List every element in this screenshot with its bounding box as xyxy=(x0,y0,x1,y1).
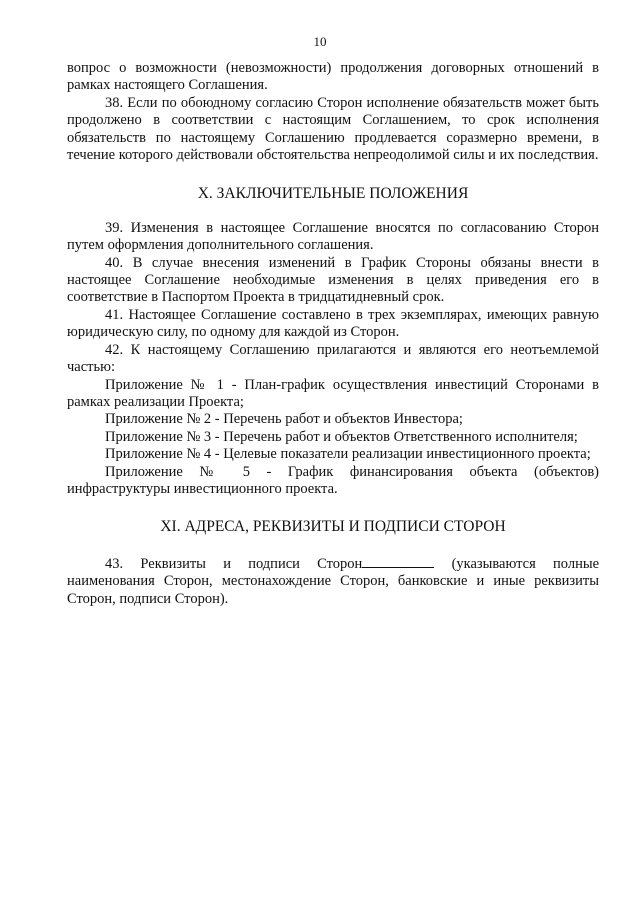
paragraph-41: 41. Настоящее Соглашение составлено в трех экземплярах, имеющих равную юридическую силу, по одному для каждой из Сторон. xyxy=(67,306,599,341)
paragraph-38: 38. Если по обоюдному согласию Сторон исполнение обязательств может быть продолжено в соответствии с настоящим Соглашением, то срок исполнения обязательств по настоящему Соглашению продлевается соразмерно времени, в течение которого действовали обстоятельства непреодолимой силы и их последствия. xyxy=(67,94,599,164)
paragraph-43-start: 43. Реквизиты и подписи Сторон xyxy=(105,555,363,572)
appendix-1-item: Приложение № 1 - План-график осуществления инвестиций Сторонами в рамках реализации Проекта; xyxy=(67,376,599,410)
section-11-heading: XI. АДРЕСА, РЕКВИЗИТЫ И ПОДПИСИ СТОРОН xyxy=(160,518,506,536)
section-10-heading: X. ЗАКЛЮЧИТЕЛЬНЫЕ ПОЛОЖЕНИЯ xyxy=(197,185,469,203)
paragraph-43 xyxy=(67,554,599,608)
paragraph-37-continuation: вопрос о возможности (невозможности) продолжения договорных отношений в рамках настоящего Соглашения. xyxy=(67,60,599,94)
appendix-3-item: Приложение № 3 - Перечень работ и объектов Ответственного исполнителя; xyxy=(105,428,578,445)
appendix-4-item: Приложение № 4 - Целевые показатели реализации инвестиционного проекта; xyxy=(105,446,591,463)
appendix-2-item: Приложение № 2 - Перечень работ и объектов Инвестора; xyxy=(105,411,463,428)
paragraph-39: 39. Изменения в настоящее Соглашение вносятся по согласованию Сторон путем оформления дополнительного соглашения. xyxy=(67,219,599,254)
paragraph-40: 40. В случае внесения изменений в График Стороны обязаны внести в настоящее Соглашение необходимые изменения в целях приведения его в соответствие в Паспортом Проекта в тридцатидневный срок. xyxy=(67,254,599,306)
document-body xyxy=(67,60,599,608)
paragraph-43-end: (указываются полные наименования Сторон, местонахождение Сторон, банковские и иные реквизиты Сторон, подписи Сторон). xyxy=(67,555,600,607)
page-number: 10 xyxy=(313,34,327,49)
signature-blank-line xyxy=(362,554,434,568)
appendix-5-item: Приложение № 5 - График финансирования объекта (объектов) инфраструктуры инвестиционного проекта. xyxy=(67,463,599,497)
paragraph-42: 42. К настоящему Соглашению прилагаются и являются его неотъемлемой частью: xyxy=(67,341,599,376)
